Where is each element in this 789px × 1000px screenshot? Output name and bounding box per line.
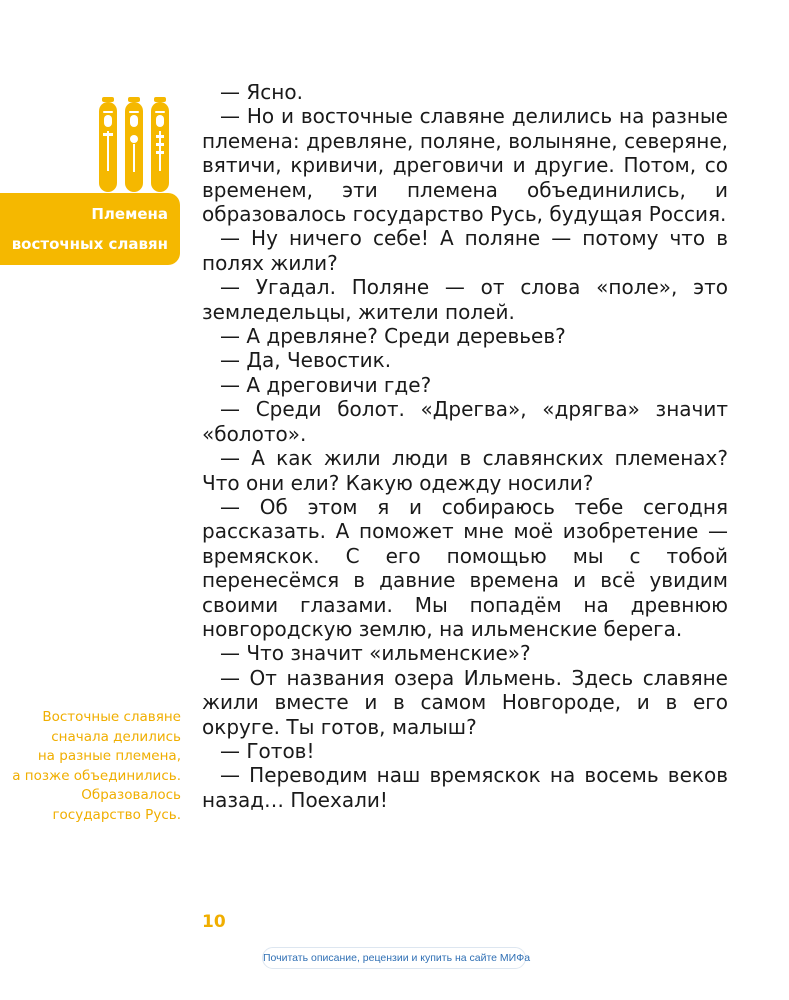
chapter-tab-line-1: Племена — [91, 205, 168, 223]
paragraph: — Угадал. Поляне — от слова «поле», это земледельцы, жители полей. — [202, 275, 728, 324]
paragraph: — Готов! — [220, 738, 315, 763]
side-note-line: на разные племена, — [37, 748, 181, 764]
paragraph: — А древляне? Среди деревьев? — [220, 324, 566, 349]
paragraph: — Но и восточные славяне делились на разные племена: древляне, поляне, волыняне, северяне, вятичи, кривичи, дреговичи и другие. Потом, со временем, эти племена объединились, и образовалось государство Русь, будущая Россия. — [202, 104, 728, 227]
paragraph: — Ясно. — [220, 80, 303, 104]
paragraph: — Что значит «ильменские»? — [220, 641, 531, 666]
side-note-line: а позже объединились. — [12, 767, 181, 784]
paragraph: — Переводим наш времяскок на восемь веков назад… Поехали! — [202, 763, 728, 812]
chapter-tab-line-2: восточных славян — [11, 235, 168, 253]
side-note-line: государство Русь. — [52, 806, 181, 823]
main-text — [202, 80, 728, 812]
three-slavic-figures-icon — [96, 97, 176, 193]
side-note-line: Восточные славяне — [42, 709, 181, 725]
paragraph: — Об этом я и собираюсь тебе сегодня рассказать. А поможет мне моё изобретение — времяскок. С его помощью мы с тобой перенесёмся в давние времена и всё увидим своими глазами. Мы попадём на древнюю новгородскую землю, на ильменские берега. — [202, 494, 728, 641]
paragraph: — Да, Чевостик. — [220, 348, 392, 373]
paragraph: — А как жили люди в славянских племенах? Что они ели? Какую одежду носили? — [202, 446, 728, 495]
paragraph: — От названия озера Ильмень. Здесь славяне жили вместе и в самом Новгороде, и в его округе. Ты готов, малыш? — [202, 665, 728, 739]
side-note-line: Образовалось — [81, 787, 181, 803]
buy-book-link[interactable]: Почитать описание, рецензии и купить на сайте МИФа — [262, 947, 526, 969]
side-note — [0, 708, 181, 825]
paragraph: — Среди болот. «Дрегва», «дрягва» значит «болото». — [202, 397, 728, 446]
side-note-line: сначала делились — [51, 728, 181, 745]
paragraph: — Ну ничего себе! А поляне — потому что в полях жили? — [202, 226, 728, 275]
chapter-tab — [0, 193, 180, 265]
paragraph: — А дреговичи где? — [220, 372, 432, 397]
page-number: 10 — [202, 912, 226, 932]
